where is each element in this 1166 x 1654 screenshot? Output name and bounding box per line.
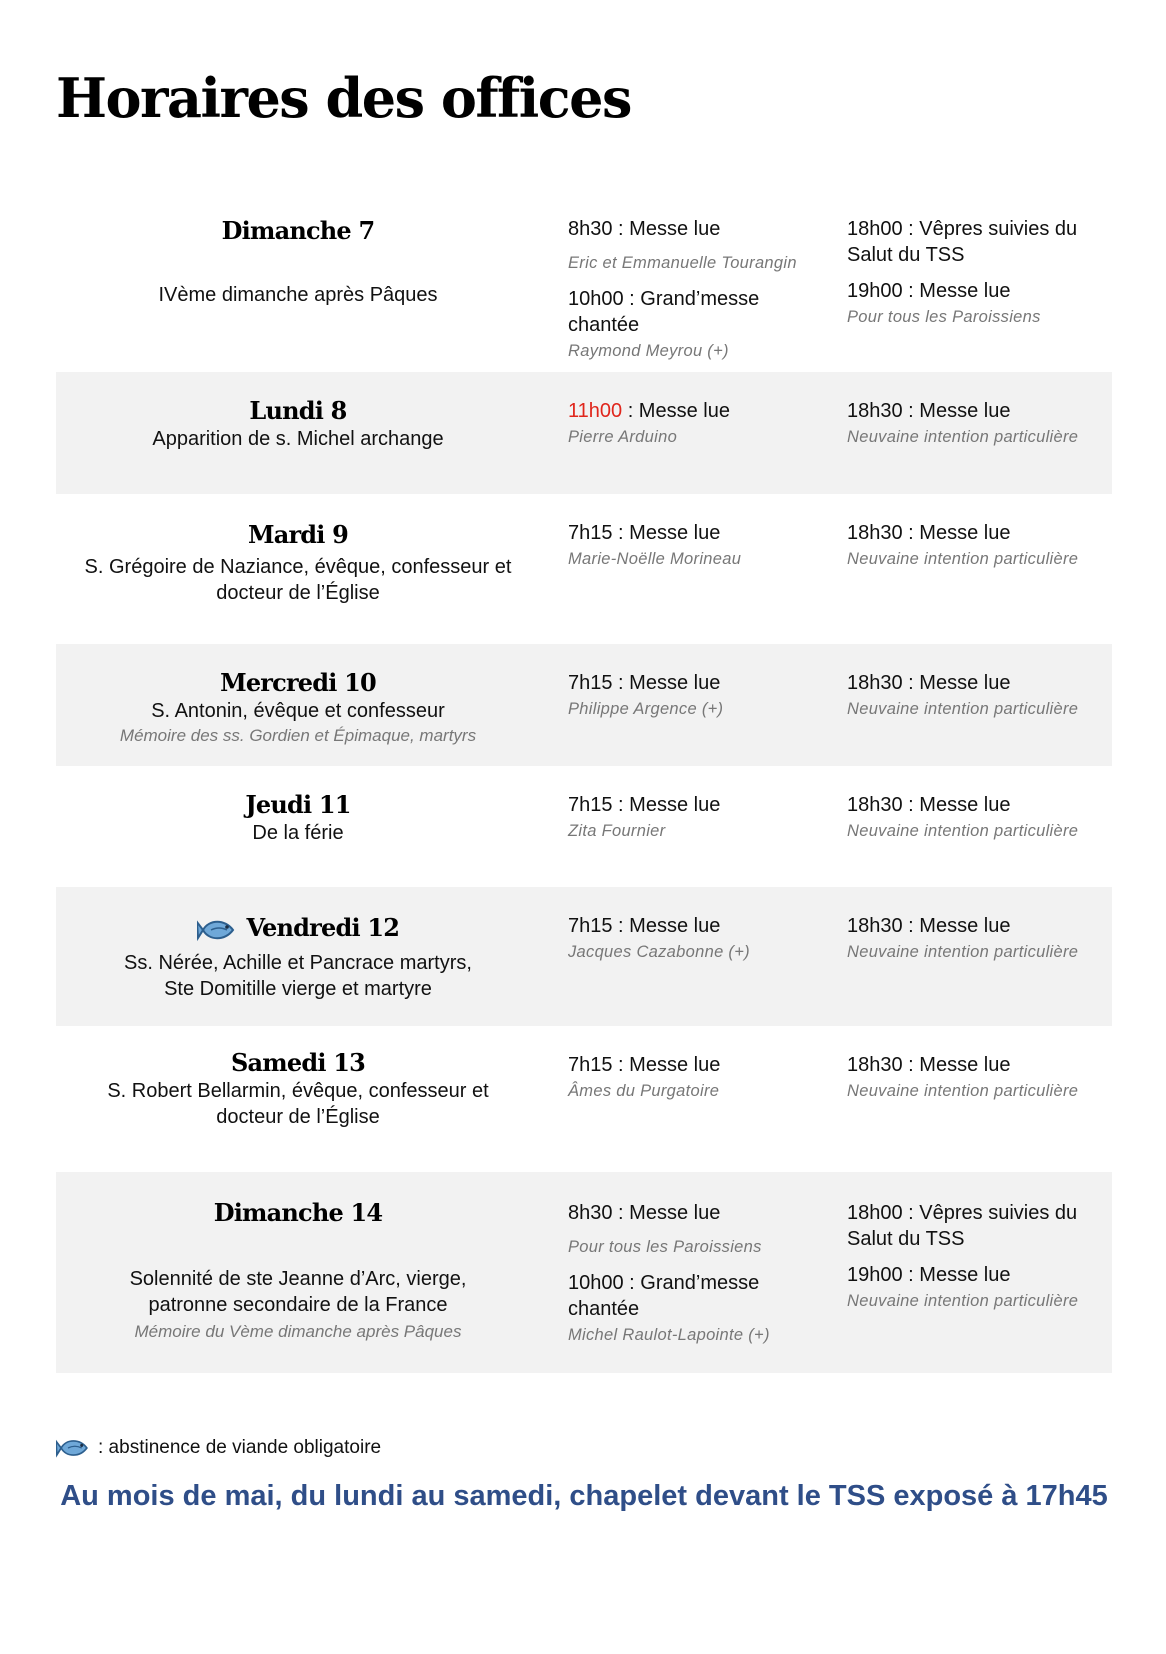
service-time: 18h00	[847, 1202, 903, 1224]
day-name: Lundi 8	[249, 396, 347, 425]
service-label: : Messe lue	[612, 672, 721, 694]
rosary-notice: Au mois de mai, du lundi au samedi, chapelet devant le TSS exposé à 17h45	[60, 1480, 1108, 1512]
morning-services	[568, 398, 818, 450]
fish-icon	[56, 1436, 92, 1460]
service-time: 10h00	[568, 1272, 624, 1294]
service-time: 8h30	[568, 1202, 613, 1224]
day-column	[56, 668, 540, 748]
evening-services	[847, 216, 1109, 330]
morning-services	[568, 1052, 818, 1104]
schedule-row-mercredi-10	[56, 644, 1112, 766]
legend-text: : abstinence de viande obligatoire	[98, 1437, 382, 1458]
service-label: : Messe lue	[612, 522, 721, 544]
day-name: Dimanche 7	[221, 216, 375, 245]
mass-intention: Neuvaine intention particulière	[847, 550, 1079, 568]
feast-name-line: Ss. Nérée, Achille et Pancrace martyrs,	[124, 951, 472, 974]
page-title: Horaires des offices	[56, 66, 631, 130]
service-label: : Grand’messe chantée	[568, 1272, 760, 1320]
service-entry	[847, 1052, 1109, 1078]
day-name	[56, 913, 540, 944]
service-label: : Messe lue	[902, 915, 1011, 937]
service-entry	[568, 398, 818, 424]
evening-services	[847, 670, 1109, 722]
service-label: : Vêpres suivies du Salut du TSS	[847, 1202, 1078, 1250]
service-entry	[847, 278, 1109, 304]
day-column	[56, 396, 540, 452]
day-column	[56, 1048, 540, 1130]
schedule-row-dimanche-7	[56, 198, 1112, 372]
service-label: : Messe lue	[902, 1264, 1011, 1286]
memoire-note: Mémoire du Vème dimanche après Pâques	[134, 1322, 462, 1341]
schedule-row-lundi-8	[56, 372, 1112, 494]
service-label: : Messe lue	[902, 794, 1011, 816]
service-label: : Messe lue	[902, 672, 1011, 694]
day-name: Mardi 9	[247, 520, 349, 549]
mass-intention: Neuvaine intention particulière	[847, 943, 1079, 961]
service-label: : Messe lue	[612, 794, 721, 816]
service-time: 18h30	[847, 1054, 903, 1076]
service-time: 19h00	[847, 1264, 903, 1286]
feast-name-line: Ste Domitille vierge et martyre	[164, 977, 432, 1000]
feast-name: IVème dimanche après Pâques	[158, 284, 438, 306]
mass-intention: Neuvaine intention particulière	[847, 700, 1079, 718]
service-entry	[847, 1200, 1109, 1252]
mass-intention: Âmes du Purgatoire	[568, 1082, 720, 1100]
service-entry	[847, 398, 1109, 424]
service-time: 10h00	[568, 288, 624, 310]
morning-services	[568, 913, 818, 965]
service-entry	[847, 913, 1109, 939]
feast-name: S. Robert Bellarmin, évêque, confesseur et docteur de l’Église	[107, 1080, 489, 1128]
service-label: : Vêpres suivies du Salut du TSS	[847, 218, 1078, 266]
service-time: 18h00	[847, 218, 903, 240]
day-column	[56, 913, 540, 1002]
feast-name: Solennité de ste Jeanne d’Arc, vierge, patronne secondaire de la France	[129, 1268, 467, 1316]
service-time: 7h15	[568, 1054, 613, 1076]
evening-services	[847, 1200, 1109, 1314]
morning-services	[568, 520, 818, 572]
service-entry	[568, 286, 818, 338]
day-name-text: Vendredi 12	[246, 913, 400, 942]
service-entry	[568, 1052, 818, 1078]
feast-name: S. Antonin, évêque et confesseur	[151, 700, 445, 722]
mass-intention: Zita Fournier	[568, 822, 666, 840]
morning-services	[568, 670, 818, 722]
service-time: 18h30	[847, 915, 903, 937]
service-label: : Messe lue	[612, 1054, 721, 1076]
evening-services	[847, 792, 1109, 844]
morning-services	[568, 1200, 818, 1348]
service-time: 7h15	[568, 915, 613, 937]
service-time: 7h15	[568, 794, 613, 816]
mass-intention: Pour tous les Paroissiens	[847, 308, 1041, 326]
service-entry	[847, 1262, 1109, 1288]
mass-intention: Philippe Argence (+)	[568, 700, 724, 718]
service-label: : Grand’messe chantée	[568, 288, 760, 336]
service-entry	[568, 520, 818, 546]
fish-icon	[197, 916, 239, 944]
evening-services	[847, 520, 1109, 572]
mass-intention: Jacques Cazabonne (+)	[568, 943, 750, 961]
service-label: : Messe lue	[612, 915, 721, 937]
day-name: Jeudi 11	[245, 790, 351, 819]
morning-services	[568, 792, 818, 844]
service-label: : Messe lue	[902, 522, 1011, 544]
service-label: : Messe lue	[902, 1054, 1011, 1076]
service-time: 18h30	[847, 522, 903, 544]
memoire-note: Mémoire des ss. Gordien et Épimaque, martyrs	[119, 726, 477, 745]
day-name: Dimanche 14	[213, 1198, 383, 1227]
day-column	[56, 216, 540, 308]
mass-intention: Neuvaine intention particulière	[847, 428, 1079, 446]
mass-intention: Marie-Noëlle Morineau	[568, 550, 742, 568]
service-entry	[847, 670, 1109, 696]
service-time: 7h15	[568, 672, 613, 694]
evening-services	[847, 913, 1109, 965]
service-time: 18h30	[847, 400, 903, 422]
day-column	[56, 790, 540, 846]
feast-name	[56, 950, 540, 1002]
evening-services	[847, 1052, 1109, 1104]
service-entry	[568, 1270, 818, 1322]
schedule-table	[56, 198, 1112, 1373]
schedule-row-mardi-9	[56, 494, 1112, 644]
service-time: 18h30	[847, 794, 903, 816]
mass-intention: Pour tous les Paroissiens	[568, 1238, 762, 1256]
mass-intention: Neuvaine intention particulière	[847, 1082, 1079, 1100]
service-time: 11h00	[568, 400, 623, 422]
service-entry	[568, 216, 818, 242]
day-name: Samedi 13	[231, 1048, 365, 1077]
feast-name: Apparition de s. Michel archange	[152, 428, 444, 450]
schedule-row-jeudi-11	[56, 766, 1112, 887]
morning-services	[568, 216, 818, 364]
feast-name: S. Grégoire de Naziance, évêque, confesseur et docteur de l’Église	[84, 556, 512, 604]
mass-intention: Neuvaine intention particulière	[847, 1292, 1079, 1310]
service-time: 7h15	[568, 522, 613, 544]
service-entry	[847, 520, 1109, 546]
service-entry	[568, 670, 818, 696]
day-column	[56, 1198, 540, 1344]
service-time: 8h30	[568, 218, 613, 240]
mass-intention: Michel Raulot-Lapointe (+)	[568, 1326, 770, 1344]
service-label: : Messe lue	[612, 1202, 721, 1224]
service-label: : Messe lue	[612, 218, 721, 240]
service-label: : Messe lue	[622, 400, 730, 422]
mass-intention: Neuvaine intention particulière	[847, 822, 1079, 840]
schedule-row-samedi-13	[56, 1026, 1112, 1172]
day-name: Mercredi 10	[220, 668, 376, 697]
service-entry	[568, 1200, 818, 1226]
mass-intention: Eric et Emmanuelle Tourangin	[568, 254, 797, 272]
service-time: 18h30	[847, 672, 903, 694]
service-label: : Messe lue	[902, 280, 1011, 302]
mass-intention: Pierre Arduino	[568, 428, 678, 446]
service-label: : Messe lue	[902, 400, 1011, 422]
service-time: 19h00	[847, 280, 903, 302]
service-entry	[847, 216, 1109, 268]
service-entry	[847, 792, 1109, 818]
service-entry	[568, 913, 818, 939]
day-column	[56, 520, 540, 606]
schedule-row-vendredi-12	[56, 887, 1112, 1026]
legend	[56, 1436, 381, 1460]
evening-services	[847, 398, 1109, 450]
feast-name: De la férie	[252, 822, 344, 844]
service-entry	[568, 792, 818, 818]
mass-intention: Raymond Meyrou (+)	[568, 342, 729, 360]
schedule-row-dimanche-14	[56, 1172, 1112, 1373]
